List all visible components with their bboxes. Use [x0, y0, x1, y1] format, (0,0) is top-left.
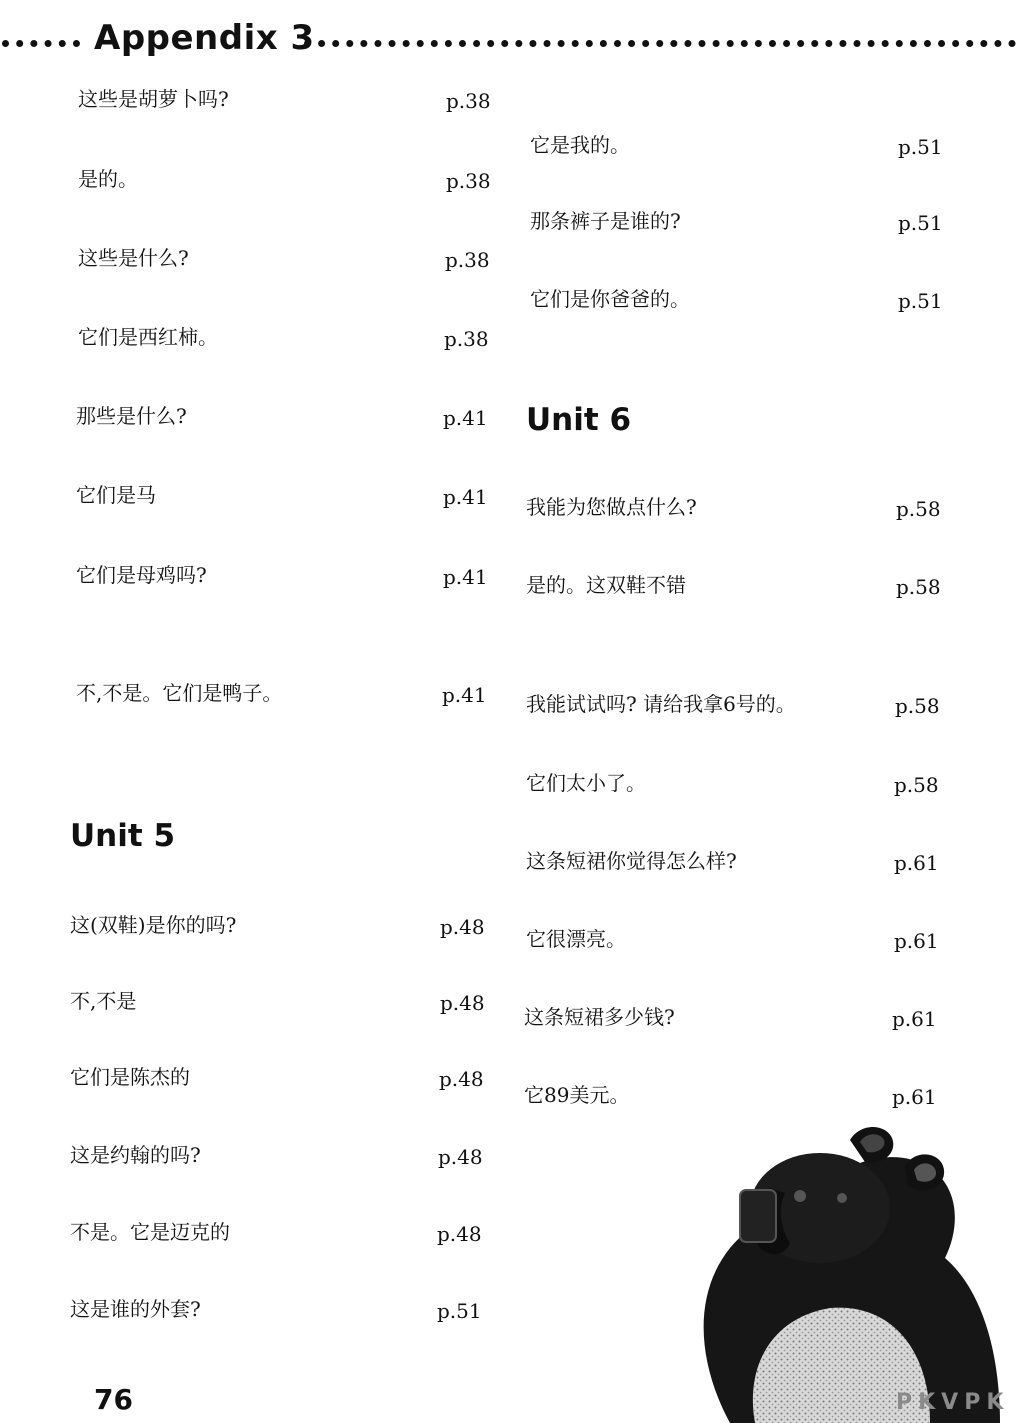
watermark: PKVPK: [896, 1390, 1010, 1415]
phrase-row: [526, 570, 966, 604]
phrase-row: [524, 1002, 964, 1036]
phrase-text: 它们是母鸡吗?: [76, 563, 207, 587]
phrase-row: [70, 910, 490, 944]
page-ref: p.38: [445, 248, 490, 272]
page-ref: p.61: [892, 1007, 937, 1031]
phrase-text: 我能为您做点什么?: [526, 495, 697, 519]
page-ref: p.41: [443, 406, 488, 430]
phrase-text: 不,不是。它们是鸭子。: [76, 681, 283, 705]
page-ref: p.48: [438, 1145, 483, 1169]
phrase-row: [526, 924, 966, 958]
phrase-text: 它是我的。: [530, 133, 630, 157]
phrase-text: 那些是什么?: [76, 404, 187, 428]
phrase-text: 这是约翰的吗?: [70, 1143, 201, 1167]
page-ref: p.48: [440, 915, 485, 939]
page-ref: p.58: [895, 694, 940, 718]
phrase-text: 它们是你爸爸的。: [530, 287, 690, 311]
page-ref: p.48: [437, 1222, 482, 1246]
phrase-row: [70, 986, 490, 1020]
page-ref: p.51: [898, 211, 943, 235]
phrase-row: [526, 689, 966, 723]
page-ref: p.38: [444, 327, 489, 351]
phrase-row: [530, 206, 970, 240]
phrase-row: [70, 1217, 490, 1251]
phrase-text: 它89美元。: [524, 1083, 630, 1107]
page-ref: p.58: [896, 497, 941, 521]
bear-mascot-illustration: [660, 1118, 1022, 1423]
page-ref: p.38: [446, 169, 491, 193]
phrase-row: [526, 846, 966, 880]
phrase-text: 我能试试吗? 请给我拿6号的。: [526, 692, 796, 716]
page-ref: p.41: [442, 683, 487, 707]
phrase-text: 是的。: [78, 167, 138, 191]
phrase-row: [76, 480, 496, 514]
unit-5-heading: Unit 5: [70, 818, 176, 854]
page-ref: p.51: [898, 289, 943, 313]
phrase-row: [70, 1062, 490, 1096]
phrase-row: [70, 1294, 490, 1328]
page-ref: p.38: [446, 89, 491, 113]
phrase-text: 不,不是: [70, 989, 137, 1013]
page-ref: p.48: [439, 1067, 484, 1091]
page-ref: p.61: [892, 1085, 937, 1109]
page-ref: p.51: [437, 1299, 482, 1323]
page-ref: p.58: [896, 575, 941, 599]
phrase-text: 它很漂亮。: [526, 927, 626, 951]
page-header: [0, 18, 1022, 62]
phrase-row: [526, 768, 966, 802]
phrase-text: 不是。它是迈克的: [70, 1220, 230, 1244]
page-ref: p.41: [443, 485, 488, 509]
phrase-row: [526, 492, 966, 526]
phrase-row: [530, 130, 970, 164]
page-ref: p.41: [443, 565, 488, 589]
phrase-text: 它们太小了。: [526, 771, 646, 795]
phrase-text: 它们是西红柿。: [78, 325, 218, 349]
page-ref: p.61: [894, 929, 939, 953]
page-number: 76: [94, 1383, 133, 1416]
page-ref: p.58: [894, 773, 939, 797]
phrase-text: 它们是马: [76, 483, 156, 507]
header-dots-left: [2, 40, 80, 47]
phrase-row: [76, 401, 496, 435]
phrase-row: [524, 1080, 964, 1114]
bear-ear-left: [850, 1127, 893, 1163]
phrase-row: [530, 284, 970, 318]
phrase-text: 那条裤子是谁的?: [530, 209, 681, 233]
phrase-row: [70, 1140, 490, 1174]
page-ref: p.51: [898, 135, 943, 159]
phrase-row: [76, 678, 496, 712]
phrase-row: [76, 560, 496, 594]
phrase-text: 这些是什么?: [78, 246, 189, 270]
phrase-text: 这(双鞋)是你的吗?: [70, 913, 237, 937]
phrase-text: 这是谁的外套?: [70, 1297, 201, 1321]
phrase-text: 这些是胡萝卜吗?: [78, 87, 229, 111]
phrase-row: [78, 164, 498, 198]
page-ref: p.61: [894, 851, 939, 875]
phrase-text: 它们是陈杰的: [70, 1065, 190, 1089]
page-title: Appendix 3: [94, 18, 315, 58]
phrase-row: [78, 322, 498, 356]
phrase-row: [78, 84, 498, 118]
phrase-row: [78, 243, 498, 277]
phrase-text: 这条短裙多少钱?: [524, 1005, 675, 1029]
page-ref: p.48: [440, 991, 485, 1015]
phrase-text: 是的。这双鞋不错: [526, 573, 686, 597]
header-dots-right: [304, 40, 1016, 47]
unit-6-heading: Unit 6: [526, 402, 632, 438]
phrase-text: 这条短裙你觉得怎么样?: [526, 849, 737, 873]
